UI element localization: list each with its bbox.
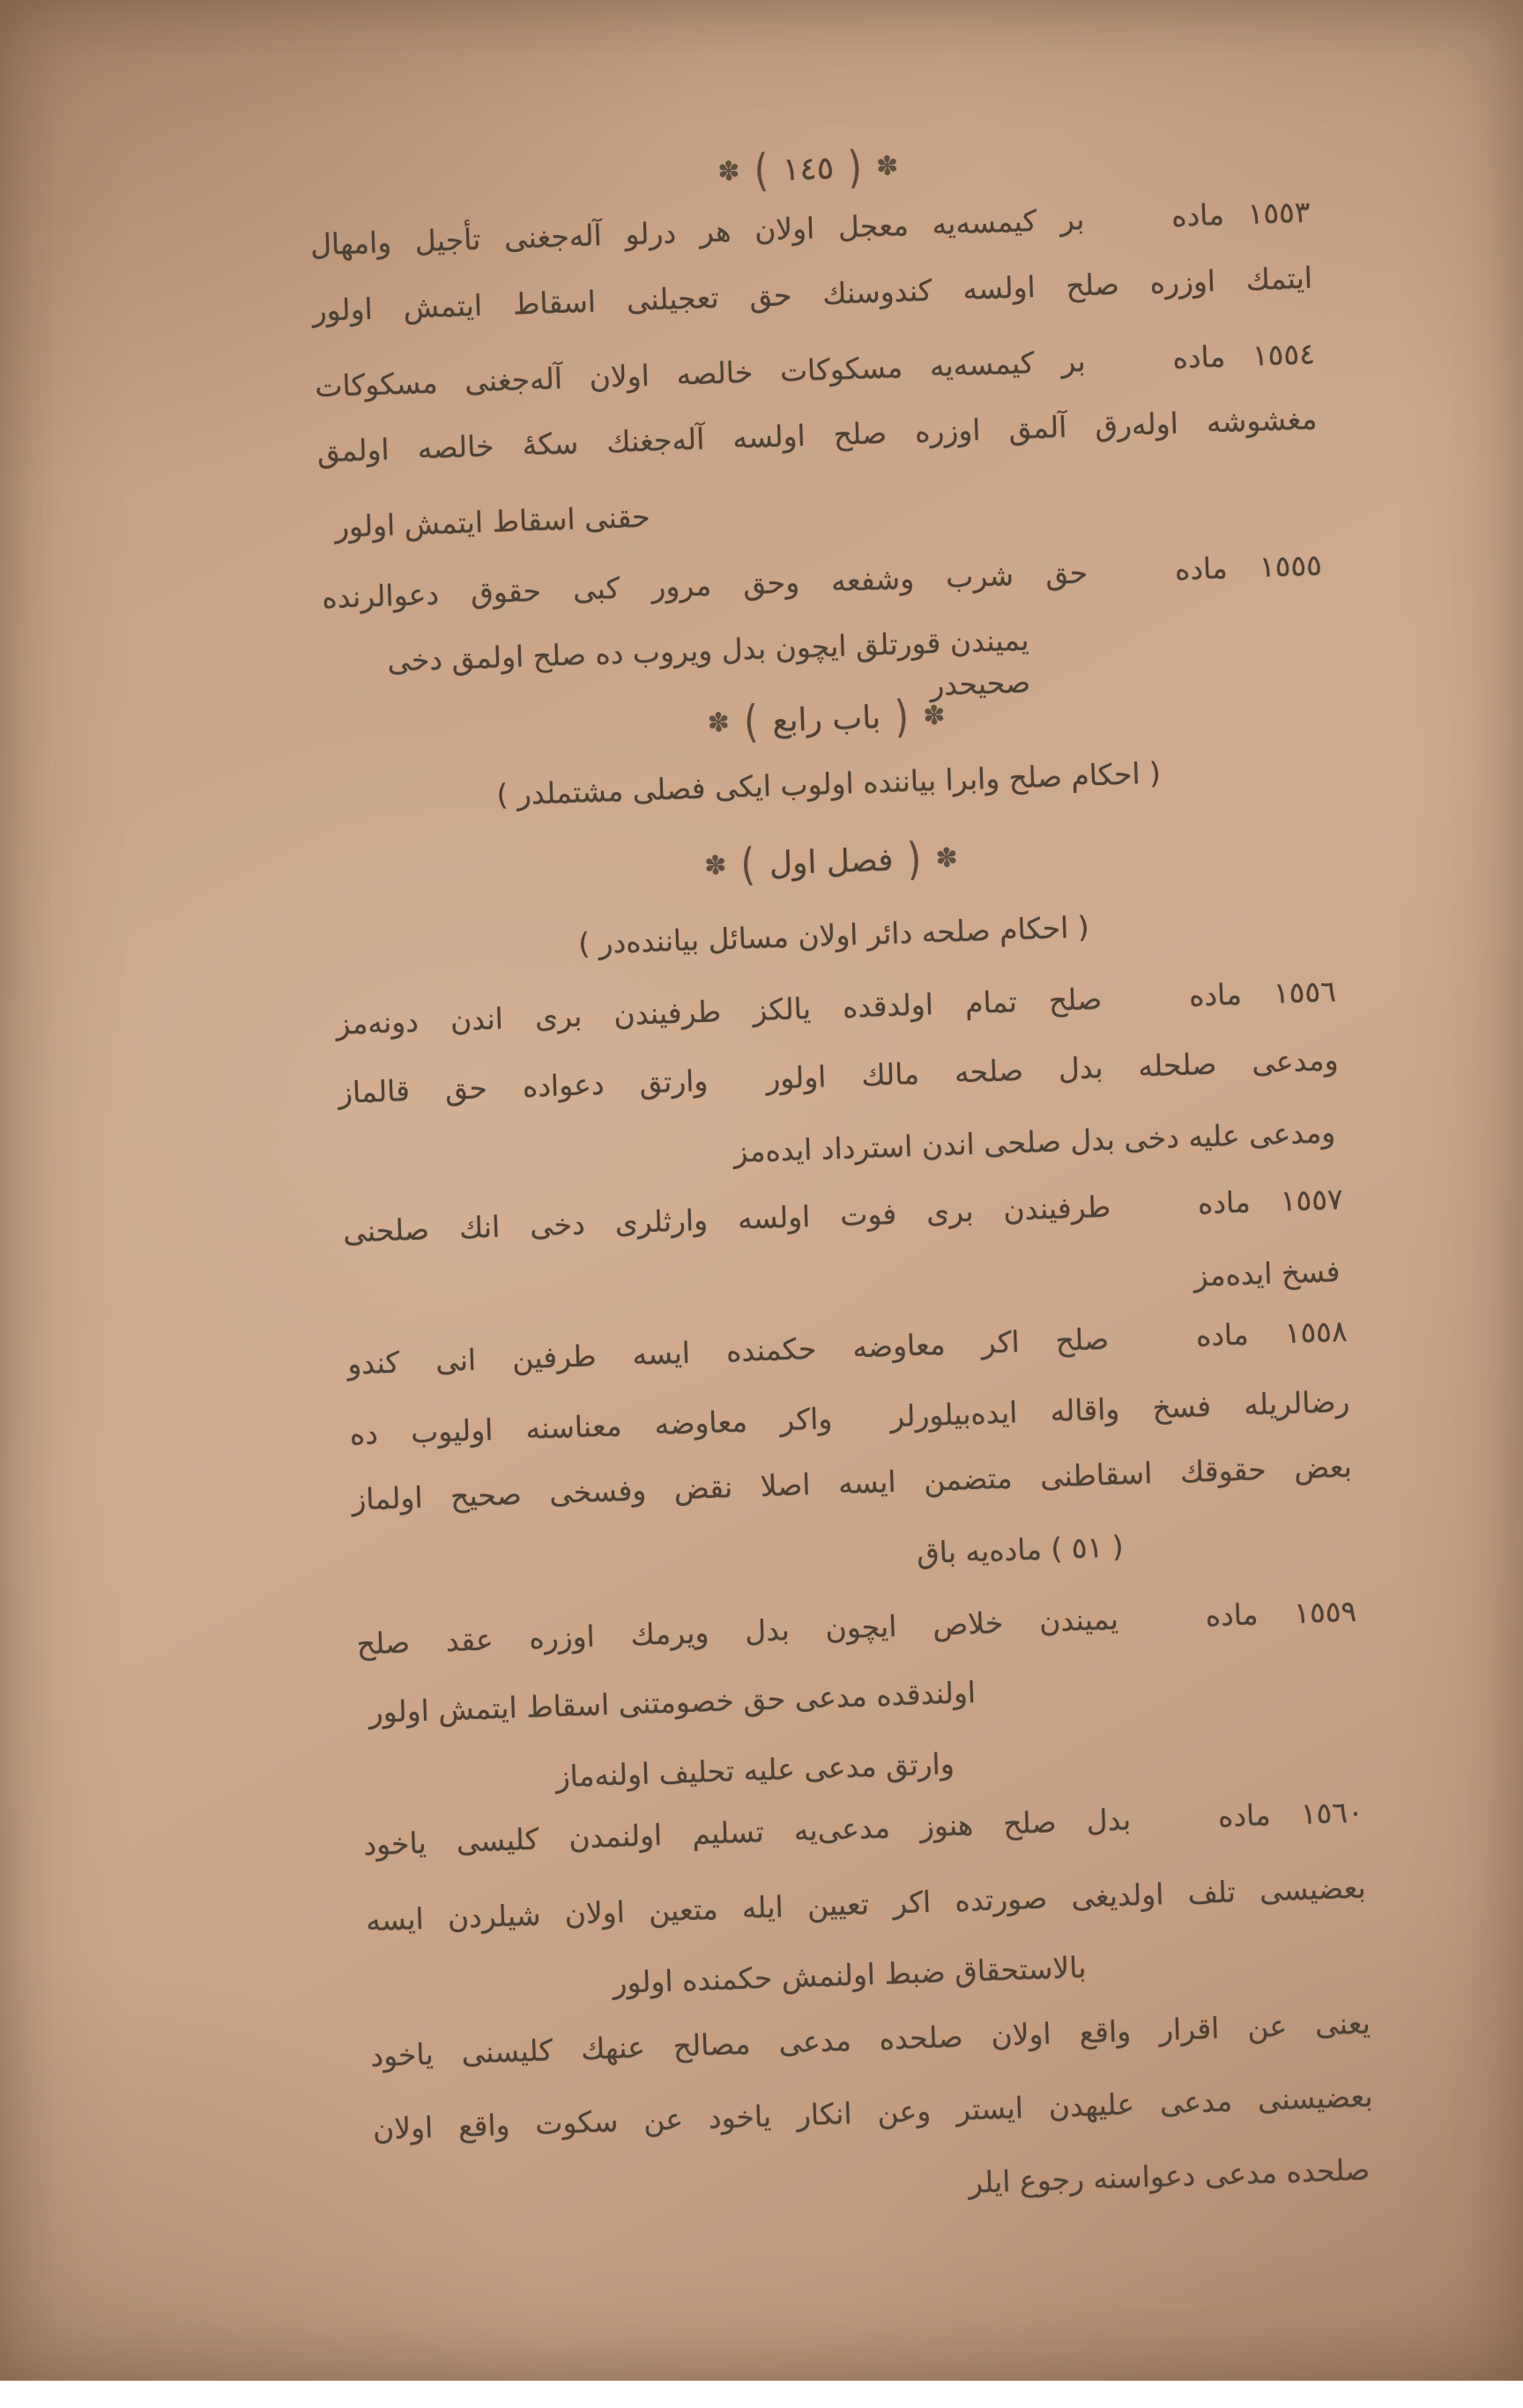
article-1558-line-3: بعض حقوقك اسقاطنى متضمن ايسه اصلا نقض وفسخى صحيح اولماز	[351, 1449, 1353, 1517]
article-1554-line-2: مغشوشه اوله‌رق آلمق اوزره صلح اولسه آله‌جغنك سكهٔ خالصه اولمق	[316, 401, 1318, 470]
article-1553-line-2: ايتمك اوزره صلح اولسه كندوسنك حق تعجيلنى اسقاط ايتمش اولور	[311, 260, 1313, 329]
rosette-ornament-icon: ✽	[717, 156, 741, 189]
article-1559-line-3: وارتق مدعى عليه تحليف اولنه‌ماز	[555, 1745, 955, 1794]
article-1557-line-2: فسخ ايده‌مز	[1192, 1254, 1341, 1293]
article-1560-line-2: بعضيسى تلف اولديغى صورتده اكر تعيين ايله متعين اولان شيلردن ايسه	[365, 1870, 1367, 1938]
article-1558-line-2: رضالريله فسخ واقاله ايده‌بيلورلر واكر معاوضه معناسنه اوليوب ده	[349, 1383, 1350, 1452]
article-1556-line-1: ١٥٥٦ ماده صلح تمام اولدقده يالكز طرفيندن برى اندن دونه‌مز	[335, 974, 1337, 1041]
article-1559-line-1: ١٥٥٩ ماده يميندن خلاص ايچون بدل ويرمك اوزره عقد صلح	[356, 1593, 1357, 1662]
section-title: فصل اول	[769, 841, 895, 883]
article-1560-line-6: صلحده مدعى دعواسنه رجوع ايلر	[968, 2152, 1371, 2200]
ornate-paren-open-icon: (	[754, 145, 770, 197]
article-1560-line-5: بعضيسنى مدعى عليهدن ايستر وعن انكار ياخود عن سكوت واقع اولان	[372, 2078, 1374, 2147]
ornate-paren-close-icon: )	[894, 692, 910, 744]
rosette-ornament-icon: ✽	[934, 842, 959, 875]
article-1559-line-2: اولندقده مدعى حق خصومتنى اسقاط ايتمش اولور	[368, 1675, 977, 1730]
section-1-subtitle: ( احكام صلحه دائر اولان مسائل بياننده‌در )	[577, 909, 1090, 961]
ornate-paren-open-icon: (	[739, 840, 756, 892]
article-1555-line-1: ١٥٥٥ ماده حق شرب وشفعه وحق مرور كبى حقوق دعوالرنده	[321, 547, 1323, 616]
article-1560-line-1: ١٥٦٠ ماده بدل صلح هنوز مدعى‌يه تسليم اولنمدن كليسى ياخود	[362, 1794, 1364, 1863]
article-1560-line-4: يعنى عن اقرار واقع اولان صلحده مدعى مصالح عنهك كليسنى ياخود	[369, 2005, 1371, 2074]
page-number: ١٤٥	[782, 150, 835, 189]
rosette-ornament-icon: ✽	[707, 708, 731, 739]
rosette-ornament-icon: ✽	[703, 850, 728, 883]
rosette-ornament-icon: ✽	[875, 151, 900, 183]
rosette-ornament-icon: ✽	[922, 700, 947, 732]
ornate-paren-close-icon: )	[906, 834, 923, 885]
article-1555-line-2: يميندن قورتلق ايچون بدل ويروب ده صلح اولمق دخى صحيحدر	[386, 622, 1031, 703]
article-1554-line-3: حقنى اسقاط ايتمش اولور	[334, 499, 651, 545]
article-1556-line-3: ومدعى عليه دخى بدل صلحى اندن استرداد ايده‌مز	[732, 1115, 1336, 1169]
article-1560-line-3: بالاستحقاق ضبط اولنمش حكمنده اولور	[612, 1950, 1088, 2000]
article-1557-line-1: ١٥٥٧ ماده طرفيندن برى فوت اولسه وارثلرى دخى انك صلحنى	[342, 1182, 1344, 1249]
article-1554-line-1: ١٥٥٤ ماده بر كيمسه‌يه مسكوكات خالصه اولان آله‌جغنى مسكوكات	[314, 336, 1316, 404]
section-1-heading	[331, 820, 1332, 905]
ornate-paren-close-icon: )	[847, 142, 864, 194]
article-1556-line-2: ومدعى صلحله بدل صلحه مالك اولور وارتق دعواده حق قالماز	[338, 1042, 1340, 1110]
chapter-4-subtitle: ( احكام صلح وابرا بياننده اولوب ايكى فصلى مشتملدر )	[495, 755, 1162, 812]
ornate-paren-open-icon: (	[743, 696, 760, 748]
article-1553-line-1: ١٥٥٣ ماده بر كيمسه‌يه معجل اولان هر درلو آله‌جغنى تأجيل وامهال	[309, 194, 1311, 263]
article-1558-line-1: ١٥٥٨ ماده صلح اكر معاوضه حكمنده ايسه طرفين انى كندو	[346, 1313, 1348, 1382]
article-1558-cross-reference: ( ٥١ ) ماده‌يه باق	[916, 1529, 1125, 1571]
chapter-title: باب رابع	[771, 700, 881, 740]
